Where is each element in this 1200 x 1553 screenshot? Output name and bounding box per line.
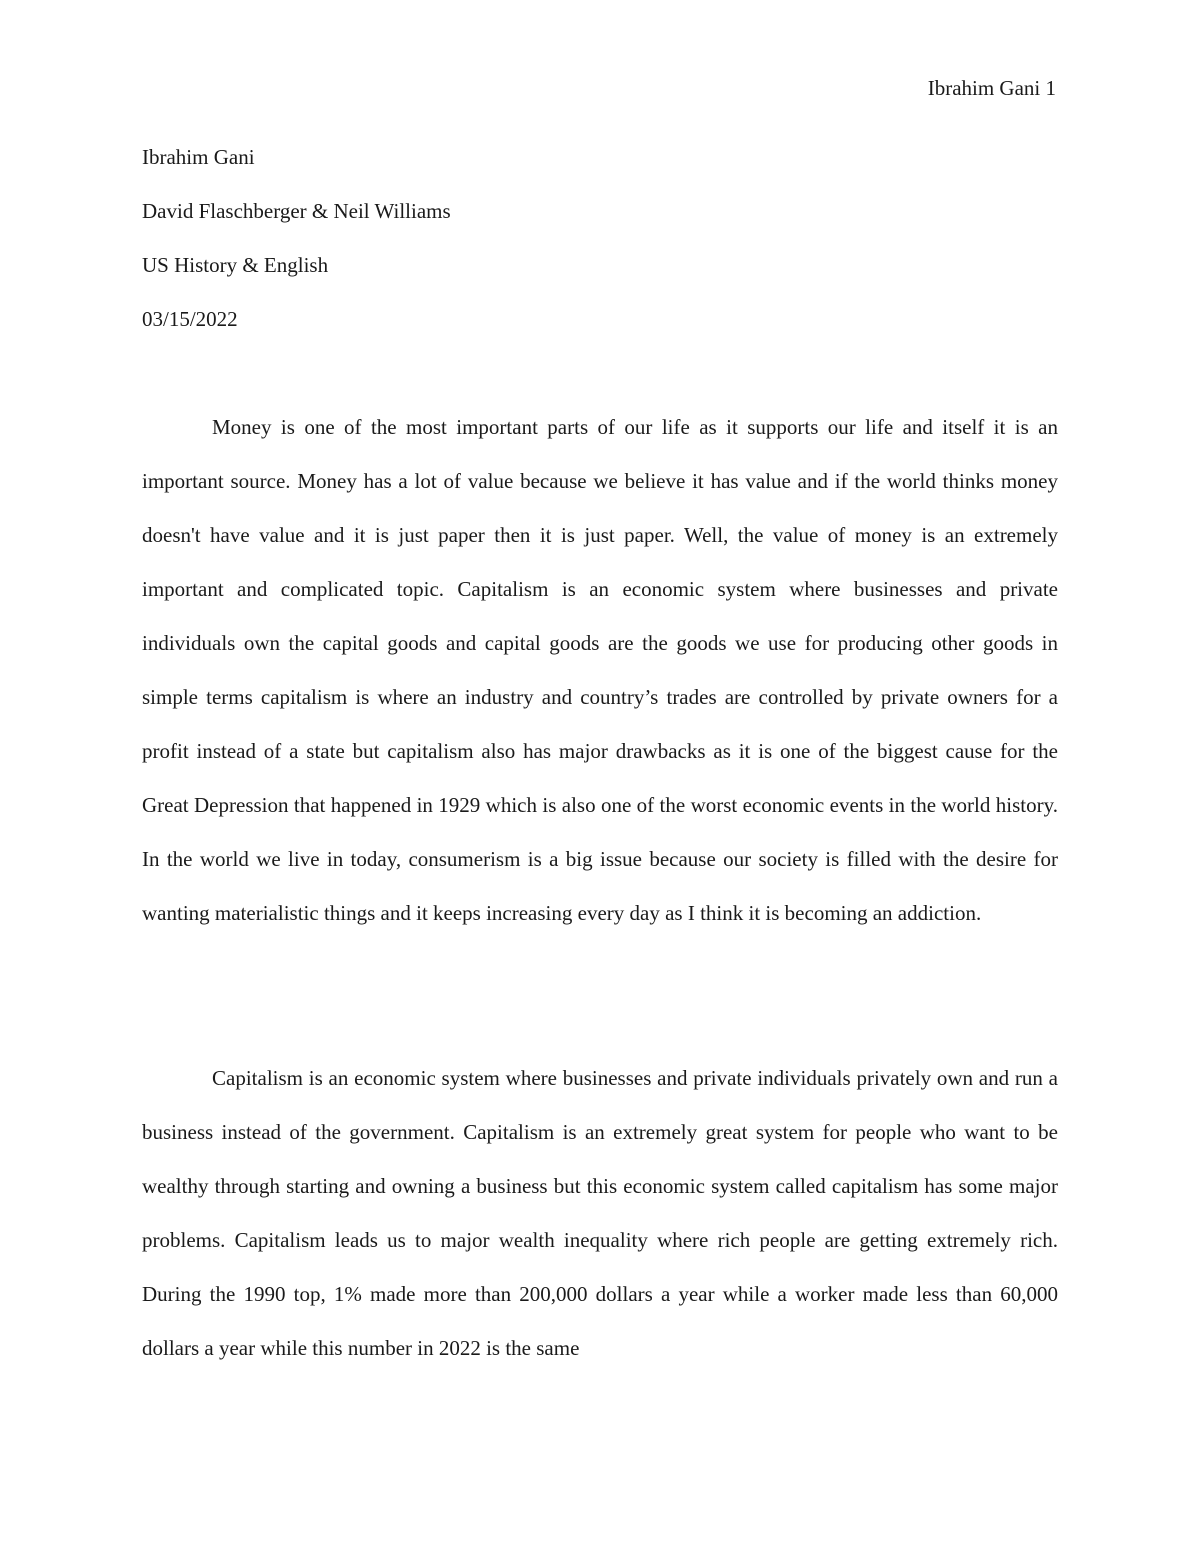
student-name: Ibrahim Gani [142,145,255,169]
instructor-names: David Flaschberger & Neil Williams [142,199,451,223]
body-paragraph-2: Capitalism is an economic system where businesses and private individuals privately own and run a business instead of the government. Capitalism is an extremely great system for people who want to be wealthy through starting and owning a business but this economic system called capitalism has some major problems. Capitalism leads us to major wealth inequality where rich people are getting extremely rich. During the 1990 top, 1% made more than 200,000 dollars a year while a worker made less than 60,000 dollars a year while this number in 2022 is the same [142,1066,1058,1360]
body-paragraph-1: Money is one of the most important parts of our life as it supports our life and itself it is an important source. Money has a lot of value because we believe it has value and if the world thinks money doesn't have value and it is just paper then it is just paper. Well, the value of money is an extremely important and complicated topic. Capitalism is an economic system where businesses and private individuals own the capital goods and capital goods are the goods we use for producing other goods in simple terms capitalism is where an industry and country’s trades are controlled by private owners for a profit instead of a state but capitalism also has major drawbacks as it is one of the biggest cause for the Great Depression that happened in 1929 which is also one of the worst economic events in the world history. In the world we live in today, consumerism is a big issue because our society is filled with the desire for wanting materialistic things and it keeps increasing every day as I think it is becoming an addiction. [142,415,1058,925]
essay-date: 03/15/2022 [142,307,238,331]
mla-heading [142,143,1058,359]
course-name: US History & English [142,253,329,277]
running-header: Ibrahim Gani 1 [927,76,1056,100]
